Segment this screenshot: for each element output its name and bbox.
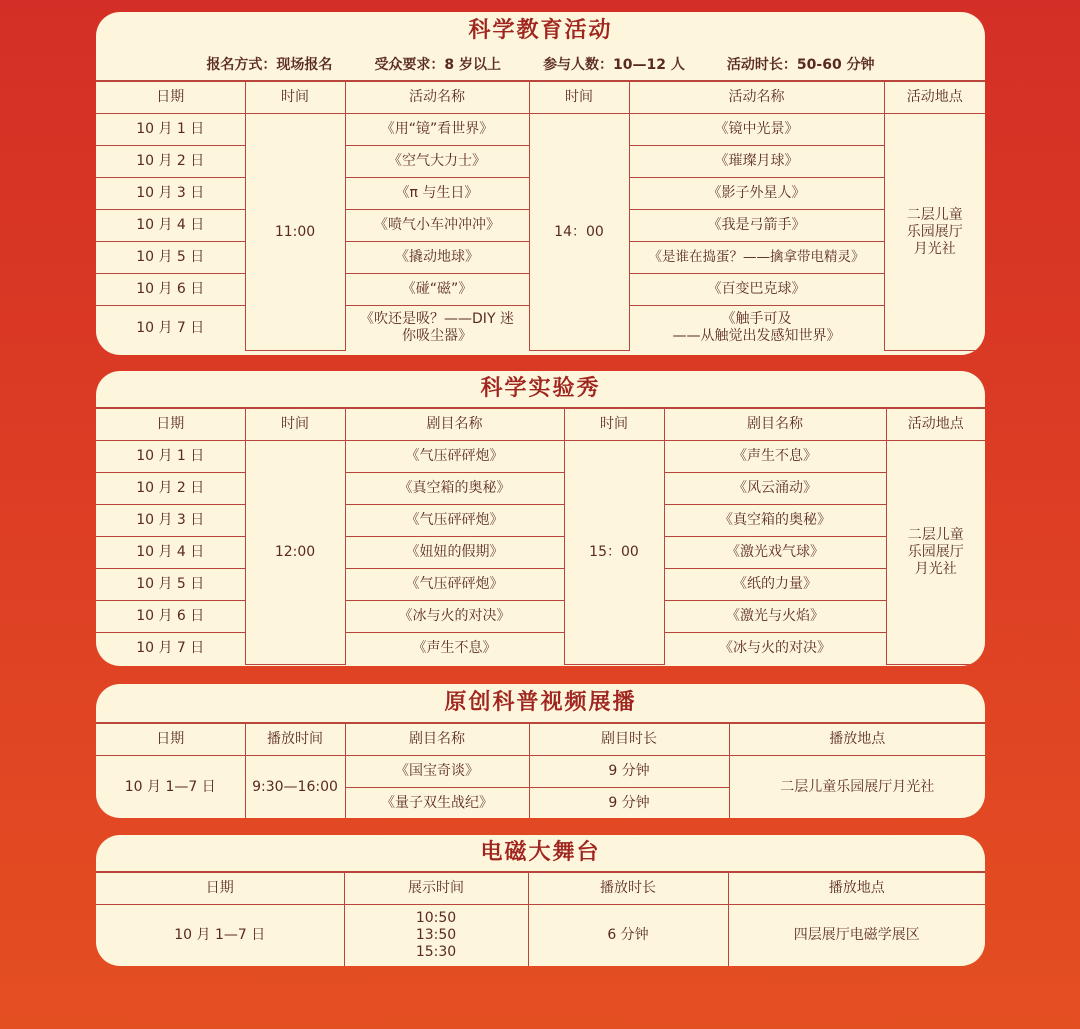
activity-afternoon: 《影子外星人》 xyxy=(629,178,884,210)
row-date: 10 月 2 日 xyxy=(96,473,245,505)
location-line: 乐园展厅 xyxy=(907,544,964,560)
header-time-2: 时间 xyxy=(564,409,664,441)
header-show-2: 剧目名称 xyxy=(664,409,886,441)
header-time-1: 时间 xyxy=(245,409,345,441)
video-card xyxy=(96,684,985,818)
activity-morning: 《撬动地球》 xyxy=(345,242,529,274)
video-title: 原创科普视频展播 xyxy=(96,684,985,723)
row-date: 10 月 1 日 xyxy=(96,114,245,146)
row-date: 10 月 7 日 xyxy=(96,633,245,665)
show-afternoon: 《声生不息》 xyxy=(664,441,886,473)
video-date: 10 月 1—7 日 xyxy=(96,756,245,819)
row-date: 10 月 5 日 xyxy=(96,569,245,601)
header-date: 日期 xyxy=(96,82,245,114)
header-activity-2: 活动名称 xyxy=(629,82,884,114)
show-afternoon: 《纸的力量》 xyxy=(664,569,886,601)
header-play-time: 播放时间 xyxy=(245,724,345,756)
time-slot-2: 14：00 xyxy=(529,114,629,351)
show-noon: 《气压砰砰炮》 xyxy=(345,505,564,537)
info-duration: 活动时长：50-60 分钟 xyxy=(726,57,875,73)
science-show-card xyxy=(96,371,985,666)
show-afternoon: 《风云涌动》 xyxy=(664,473,886,505)
time-slot-1: 12:00 xyxy=(245,441,345,665)
stage-location: 四层展厅电磁学展区 xyxy=(728,905,985,967)
row-date: 10 月 1 日 xyxy=(96,441,245,473)
header-show-time: 展示时间 xyxy=(344,873,528,905)
time-slot-1: 11:00 xyxy=(245,114,345,351)
header-time-1: 时间 xyxy=(245,82,345,114)
row-date: 10 月 6 日 xyxy=(96,601,245,633)
row-date: 10 月 5 日 xyxy=(96,242,245,274)
stage-card xyxy=(96,835,985,966)
header-date: 日期 xyxy=(96,873,344,905)
show-noon: 《声生不息》 xyxy=(345,633,564,665)
activity-line: 《触手可及 xyxy=(721,311,792,328)
stage-title: 电磁大舞台 xyxy=(96,835,985,872)
show-noon: 《气压砰砰炮》 xyxy=(345,569,564,601)
row-date: 10 月 7 日 xyxy=(96,306,245,351)
activity-line: ——从触觉出发感知世界》 xyxy=(672,328,841,345)
science-education-info xyxy=(96,50,985,81)
info-registration: 报名方式：现场报名 xyxy=(206,57,333,73)
video-location: 二层儿童乐园展厅月光社 xyxy=(729,756,985,819)
header-activity-1: 活动名称 xyxy=(345,82,529,114)
stage-table xyxy=(96,872,985,966)
time-slot-2: 15：00 xyxy=(564,441,664,665)
activity-morning: 《π 与生日》 xyxy=(345,178,529,210)
video-duration: 9 分钟 xyxy=(529,788,729,819)
science-show-table xyxy=(96,408,985,665)
location-line: 乐园展厅 xyxy=(906,223,963,240)
activity-morning: 《喷气小车冲冲冲》 xyxy=(345,210,529,242)
activity-morning xyxy=(345,306,529,351)
location-line: 月光社 xyxy=(913,240,956,257)
header-location: 活动地点 xyxy=(886,409,985,441)
science-education-title: 科学教育活动 xyxy=(468,18,613,43)
show-afternoon: 《激光与火焰》 xyxy=(664,601,886,633)
science-show-title: 科学实验秀 xyxy=(96,371,985,408)
header-location: 播放地点 xyxy=(729,724,985,756)
show-time: 15:30 xyxy=(415,944,457,961)
show-noon: 《冰与火的对决》 xyxy=(345,601,564,633)
activity-morning: 《碰“磁”》 xyxy=(345,274,529,306)
row-date: 10 月 2 日 xyxy=(96,146,245,178)
header-time-2: 时间 xyxy=(529,82,629,114)
activity-line: 你吸尘器》 xyxy=(402,328,472,345)
activity-afternoon: 《璀璨月球》 xyxy=(629,146,884,178)
activity-afternoon: 《百变巴克球》 xyxy=(629,274,884,306)
show-location xyxy=(886,441,985,665)
activity-afternoon: 《我是弓箭手》 xyxy=(629,210,884,242)
location-line: 月光社 xyxy=(914,561,957,577)
show-noon: 《气压砰砰炮》 xyxy=(345,441,564,473)
show-noon: 《真空箱的奥秘》 xyxy=(345,473,564,505)
header-date: 日期 xyxy=(96,409,245,441)
activity-line: 《吹还是吸？——DIY 迷 xyxy=(360,311,514,328)
row-date: 10 月 4 日 xyxy=(96,537,245,569)
location-line: 二层儿童 xyxy=(906,206,963,223)
info-audience: 受众要求：8 岁以上 xyxy=(374,57,502,73)
show-afternoon: 《真空箱的奥秘》 xyxy=(664,505,886,537)
activity-location xyxy=(884,114,985,351)
activity-morning: 《用“镜”看世界》 xyxy=(345,114,529,146)
info-participants: 参与人数：10—12 人 xyxy=(543,57,685,73)
show-noon: 《妞妞的假期》 xyxy=(345,537,564,569)
video-name: 《国宝奇谈》 xyxy=(345,756,529,788)
activity-afternoon: 《是谁在捣蛋？——擒拿带电精灵》 xyxy=(629,242,884,274)
row-date: 10 月 3 日 xyxy=(96,505,245,537)
video-name: 《量子双生战纪》 xyxy=(345,788,529,819)
show-time: 13:50 xyxy=(415,927,457,944)
show-afternoon: 《激光戏气球》 xyxy=(664,537,886,569)
science-education-card xyxy=(96,12,985,355)
activity-afternoon xyxy=(629,306,884,351)
stage-duration: 6 分钟 xyxy=(528,905,728,967)
row-date: 10 月 4 日 xyxy=(96,210,245,242)
header-show-name: 剧目名称 xyxy=(345,724,529,756)
video-play-time: 9:30—16:00 xyxy=(245,756,345,819)
science-education-table xyxy=(96,81,985,351)
activity-morning: 《空气大力士》 xyxy=(345,146,529,178)
header-location: 播放地点 xyxy=(728,873,985,905)
video-duration: 9 分钟 xyxy=(529,756,729,788)
header-duration: 剧目时长 xyxy=(529,724,729,756)
location-line: 二层儿童 xyxy=(907,527,964,543)
row-date: 10 月 3 日 xyxy=(96,178,245,210)
header-location: 活动地点 xyxy=(884,82,985,114)
show-time: 10:50 xyxy=(415,910,457,927)
video-table xyxy=(96,723,985,818)
header-show-1: 剧目名称 xyxy=(345,409,564,441)
header-duration: 播放时长 xyxy=(528,873,728,905)
header-date: 日期 xyxy=(96,724,245,756)
activity-afternoon: 《镜中光景》 xyxy=(629,114,884,146)
stage-show-times xyxy=(344,905,528,967)
row-date: 10 月 6 日 xyxy=(96,274,245,306)
show-afternoon: 《冰与火的对决》 xyxy=(664,633,886,665)
stage-date: 10 月 1—7 日 xyxy=(96,905,344,967)
